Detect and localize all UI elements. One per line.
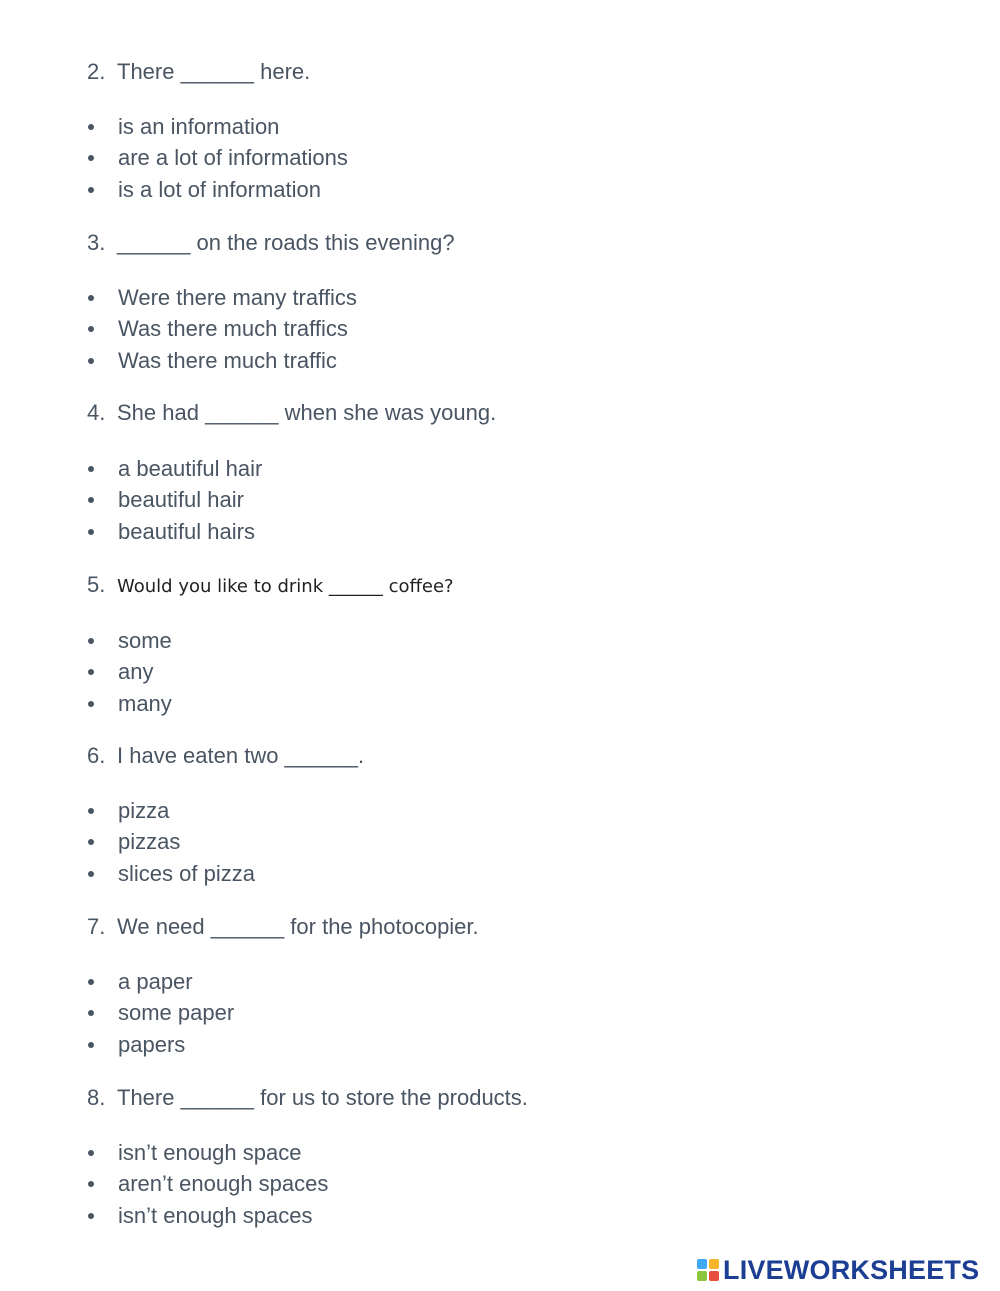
logo-square-icon bbox=[697, 1259, 707, 1269]
option-text: papers bbox=[118, 1031, 186, 1057]
question-number: 5. bbox=[87, 572, 106, 597]
question-text: Would you like to drink ______ coffee? bbox=[117, 576, 454, 597]
option-text: isn’t enough spaces bbox=[118, 1202, 313, 1228]
option-text: any bbox=[118, 659, 154, 685]
bullet-icon bbox=[88, 839, 94, 845]
question-number: 7. bbox=[87, 914, 106, 939]
question-6 bbox=[87, 741, 364, 771]
question-text: I have eaten two ______. bbox=[117, 743, 365, 768]
list-item bbox=[88, 1029, 234, 1060]
question-7 bbox=[87, 912, 479, 942]
bullet-icon bbox=[88, 155, 94, 161]
option-text: Was there much traffic bbox=[118, 347, 337, 373]
question-number: 4. bbox=[87, 400, 106, 425]
list-item bbox=[88, 1168, 328, 1199]
option-text: aren’t enough spaces bbox=[118, 1171, 329, 1197]
liveworksheets-logo bbox=[697, 1255, 979, 1285]
option-text: Was there much traffics bbox=[118, 316, 348, 342]
question-3 bbox=[87, 228, 455, 258]
bullet-icon bbox=[88, 871, 94, 877]
list-item bbox=[88, 282, 357, 313]
options-list-3 bbox=[88, 282, 357, 376]
options-list-5 bbox=[88, 625, 172, 719]
list-item bbox=[88, 142, 348, 173]
option-text: some paper bbox=[118, 1000, 235, 1026]
bullet-icon bbox=[88, 638, 94, 644]
list-item bbox=[88, 795, 255, 826]
question-number: 2. bbox=[87, 59, 106, 84]
list-item bbox=[88, 966, 234, 997]
option-text: many bbox=[118, 690, 172, 716]
list-item bbox=[88, 688, 172, 719]
list-item bbox=[88, 1200, 328, 1231]
bullet-icon bbox=[88, 124, 94, 130]
list-item bbox=[88, 1137, 328, 1168]
option-text: a paper bbox=[118, 969, 193, 994]
question-number: 8. bbox=[87, 1085, 106, 1110]
bullet-icon bbox=[88, 326, 94, 332]
list-item bbox=[88, 111, 348, 142]
list-item bbox=[88, 313, 357, 344]
question-5 bbox=[87, 570, 454, 602]
option-text: pizza bbox=[118, 798, 170, 823]
list-item bbox=[88, 484, 262, 515]
option-text: is a lot of information bbox=[118, 176, 321, 202]
bullet-icon bbox=[88, 979, 94, 985]
option-text: is an information bbox=[118, 114, 280, 139]
option-text: beautiful hairs bbox=[118, 518, 255, 544]
list-item bbox=[88, 826, 255, 857]
bullet-icon bbox=[88, 669, 94, 675]
options-list-6 bbox=[88, 795, 255, 889]
option-text: some bbox=[118, 628, 172, 653]
bullet-icon bbox=[88, 1150, 94, 1156]
bullet-icon bbox=[88, 466, 94, 472]
options-list-7 bbox=[88, 966, 234, 1060]
options-list-2 bbox=[88, 111, 348, 205]
logo-mark-icon bbox=[697, 1259, 719, 1281]
logo-text: LIVEWORKSHEETS bbox=[723, 1254, 980, 1285]
bullet-icon bbox=[88, 187, 94, 193]
question-4 bbox=[87, 398, 496, 428]
list-item bbox=[88, 345, 357, 376]
question-text: She had ______ when she was young. bbox=[117, 400, 497, 425]
question-text: ______ on the roads this evening? bbox=[117, 230, 455, 255]
list-item bbox=[88, 174, 348, 205]
list-item bbox=[88, 453, 262, 484]
bullet-icon bbox=[88, 701, 94, 707]
bullet-icon bbox=[88, 1010, 94, 1016]
option-text: isn’t enough space bbox=[118, 1140, 302, 1165]
list-item bbox=[88, 656, 172, 687]
option-text: beautiful hair bbox=[118, 487, 244, 513]
question-number: 3. bbox=[87, 230, 106, 255]
question-text: We need ______ for the photocopier. bbox=[117, 914, 479, 939]
bullet-icon bbox=[88, 1042, 94, 1048]
option-text: are a lot of informations bbox=[118, 145, 348, 171]
question-text: There ______ for us to store the products. bbox=[117, 1085, 528, 1110]
bullet-icon bbox=[88, 358, 94, 364]
option-text: pizzas bbox=[118, 829, 181, 855]
bullet-icon bbox=[88, 808, 94, 814]
bullet-icon bbox=[88, 497, 94, 503]
list-item bbox=[88, 858, 255, 889]
bullet-icon bbox=[88, 295, 94, 301]
logo-square-icon bbox=[697, 1271, 707, 1281]
question-number: 6. bbox=[87, 743, 106, 768]
question-8 bbox=[87, 1083, 528, 1113]
bullet-icon bbox=[88, 1213, 94, 1219]
bullet-icon bbox=[88, 1181, 94, 1187]
list-item bbox=[88, 516, 262, 547]
option-text: slices of pizza bbox=[118, 860, 255, 886]
option-text: Were there many traffics bbox=[118, 285, 357, 310]
bullet-icon bbox=[88, 529, 94, 535]
logo-square-icon bbox=[709, 1271, 719, 1281]
options-list-4 bbox=[88, 453, 262, 547]
question-2 bbox=[87, 57, 310, 87]
list-item bbox=[88, 625, 172, 656]
options-list-8 bbox=[88, 1137, 328, 1231]
list-item bbox=[88, 997, 234, 1028]
logo-square-icon bbox=[709, 1259, 719, 1269]
question-text: There ______ here. bbox=[117, 59, 311, 84]
option-text: a beautiful hair bbox=[118, 456, 263, 481]
